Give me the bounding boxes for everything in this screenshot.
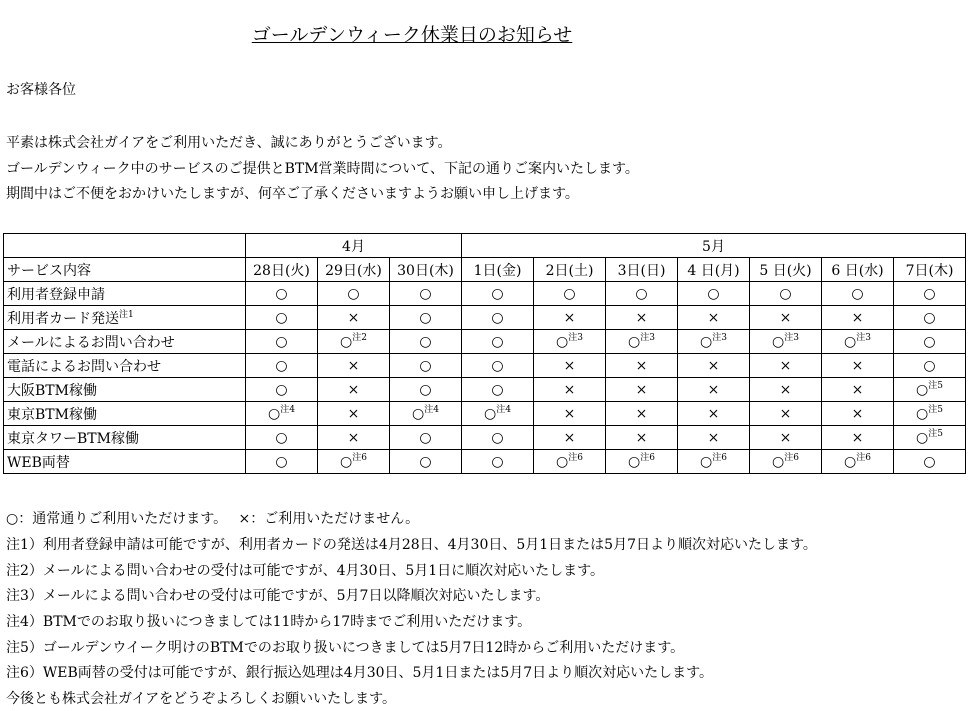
status-cell <box>750 450 822 474</box>
available-mark: ○ <box>851 285 864 302</box>
status-cell <box>606 378 678 402</box>
intro-line-2: ゴールデンウィーク中のサービスのご提供とBTM営業時間について、下記の通りご案内いたします。 <box>6 161 639 177</box>
day-header: 6 日(水) <box>822 258 894 282</box>
status-cell <box>462 330 534 354</box>
cell-note-marker: 注6 <box>856 452 871 463</box>
service-name-cell <box>4 282 246 306</box>
status-cell <box>462 426 534 450</box>
cell-note-marker: 注4 <box>496 404 511 415</box>
day-header: 29日(水) <box>318 258 390 282</box>
note-5: 注5）ゴールデンウイーク明けのBTMでのお取り扱いにつきましては5月7日12時からご利用いただけます。 <box>6 640 685 656</box>
page-title: ゴールデンウィーク休業日のお知らせ <box>251 24 573 46</box>
available-mark: ○ <box>707 285 720 302</box>
status-cell <box>534 378 606 402</box>
available-mark: ○ <box>419 357 432 374</box>
available-mark: ○ <box>484 405 497 422</box>
cell-note-marker: 注6 <box>352 452 367 463</box>
unavailable-mark: × <box>851 429 864 446</box>
status-cell <box>750 354 822 378</box>
status-cell <box>318 354 390 378</box>
status-cell <box>750 306 822 330</box>
available-mark: ○ <box>275 429 288 446</box>
unavailable-mark: × <box>779 405 792 422</box>
unavailable-mark: × <box>347 357 360 374</box>
available-mark: ○ <box>635 285 648 302</box>
available-mark: ○ <box>491 453 504 470</box>
status-cell <box>390 450 462 474</box>
service-name: 東京BTM稼働 <box>7 406 97 423</box>
status-cell <box>750 402 822 426</box>
service-name: 東京タワーBTM稼働 <box>7 430 139 447</box>
status-cell <box>462 306 534 330</box>
available-mark: ○ <box>916 405 929 422</box>
service-name-cell <box>4 450 246 474</box>
available-mark: ○ <box>419 381 432 398</box>
available-mark: ○ <box>491 309 504 326</box>
table-row <box>4 378 966 402</box>
service-name: 利用者登録申請 <box>7 286 105 303</box>
month-april: 4月 <box>246 234 462 258</box>
available-mark: ○ <box>491 285 504 302</box>
cell-note-marker: 注5 <box>928 404 943 415</box>
service-note-marker: 注1 <box>119 309 134 320</box>
status-cell <box>390 282 462 306</box>
note-6: 注6）WEB両替の受付は可能ですが、銀行振込処理は4月30日、5月1日または5月7日より順次対応いたします。 <box>6 665 714 681</box>
unavailable-mark: × <box>779 357 792 374</box>
available-mark: ○ <box>628 333 641 350</box>
status-cell <box>894 306 966 330</box>
status-cell <box>246 330 318 354</box>
day-header: 2日(土) <box>534 258 606 282</box>
day-header: 28日(火) <box>246 258 318 282</box>
intro-line-3: 期間中はご不便をおかけいたしますが、何卒ご了承くださいますようお願い申し上げます。 <box>6 186 579 202</box>
status-cell <box>894 354 966 378</box>
available-mark: ○ <box>347 285 360 302</box>
available-mark: ○ <box>340 333 353 350</box>
status-cell <box>822 282 894 306</box>
available-mark: ○ <box>923 285 936 302</box>
status-cell <box>822 330 894 354</box>
cell-note-marker: 注4 <box>424 404 439 415</box>
unavailable-mark: × <box>563 429 576 446</box>
status-cell <box>606 426 678 450</box>
available-mark: ○ <box>275 333 288 350</box>
table-row <box>4 354 966 378</box>
status-cell <box>534 354 606 378</box>
empty-header-cell <box>4 234 246 258</box>
status-cell <box>750 282 822 306</box>
day-header: 1日(金) <box>462 258 534 282</box>
note-4: 注4）BTMでのお取り扱いにつきましては11時から17時までご利用いただけます。 <box>6 614 532 630</box>
status-cell <box>894 450 966 474</box>
available-mark: ○ <box>772 453 785 470</box>
status-cell <box>894 378 966 402</box>
unavailable-mark: × <box>707 357 720 374</box>
status-cell <box>750 330 822 354</box>
service-name-cell <box>4 402 246 426</box>
available-mark: ○ <box>923 453 936 470</box>
day-header: 5 日(火) <box>750 258 822 282</box>
unavailable-mark: × <box>707 405 720 422</box>
available-mark: ○ <box>779 285 792 302</box>
unavailable-mark: × <box>851 357 864 374</box>
day-header: 30日(木) <box>390 258 462 282</box>
month-header-row <box>4 234 966 258</box>
status-cell <box>606 306 678 330</box>
available-mark: ○ <box>772 333 785 350</box>
status-cell <box>318 402 390 426</box>
status-cell <box>318 378 390 402</box>
cell-note-marker: 注3 <box>784 332 799 343</box>
unavailable-mark: × <box>779 429 792 446</box>
available-mark: ○ <box>923 333 936 350</box>
available-mark: ○ <box>556 333 569 350</box>
status-cell <box>246 450 318 474</box>
service-header: サービス内容 <box>4 258 246 282</box>
cell-note-marker: 注3 <box>640 332 655 343</box>
status-cell <box>678 282 750 306</box>
unavailable-mark: × <box>707 381 720 398</box>
status-cell <box>318 426 390 450</box>
status-cell <box>534 330 606 354</box>
status-cell <box>606 354 678 378</box>
status-cell <box>246 282 318 306</box>
status-cell <box>462 354 534 378</box>
status-cell <box>822 402 894 426</box>
unavailable-mark: × <box>707 429 720 446</box>
available-mark: ○ <box>419 333 432 350</box>
available-mark: ○ <box>419 285 432 302</box>
unavailable-mark: × <box>347 309 360 326</box>
status-cell <box>534 450 606 474</box>
cell-note-marker: 注5 <box>928 428 943 439</box>
month-may: 5月 <box>462 234 966 258</box>
available-mark: ○ <box>275 285 288 302</box>
status-cell <box>894 330 966 354</box>
closing: 今後とも株式会社ガイアをどうぞよろしくお願いいたします。 <box>6 691 397 707</box>
status-cell <box>462 282 534 306</box>
available-mark: ○ <box>419 453 432 470</box>
status-cell <box>462 402 534 426</box>
note-2: 注2）メールによる問い合わせの受付は可能ですが、4月30日、5月1日に順次対応いたします。 <box>6 563 605 579</box>
legend: ○：通常通りご利用いただけます。 ×：ご利用いただけません。 <box>6 511 420 527</box>
day-header: 7日(木) <box>894 258 966 282</box>
cell-note-marker: 注6 <box>784 452 799 463</box>
available-mark: ○ <box>491 381 504 398</box>
unavailable-mark: × <box>635 405 648 422</box>
available-mark: ○ <box>844 333 857 350</box>
service-name: WEB両替 <box>7 454 70 471</box>
status-cell <box>390 330 462 354</box>
unavailable-mark: × <box>563 309 576 326</box>
cell-note-marker: 注6 <box>712 452 727 463</box>
available-mark: ○ <box>275 453 288 470</box>
status-cell <box>318 330 390 354</box>
table-row <box>4 330 966 354</box>
service-name: 利用者カード発送 <box>7 310 119 327</box>
available-mark: ○ <box>923 309 936 326</box>
available-mark: ○ <box>700 453 713 470</box>
status-cell <box>390 306 462 330</box>
available-mark: ○ <box>340 453 353 470</box>
status-cell <box>822 306 894 330</box>
cell-note-marker: 注4 <box>280 404 295 415</box>
unavailable-mark: × <box>851 405 864 422</box>
status-cell <box>246 306 318 330</box>
available-mark: ○ <box>275 381 288 398</box>
schedule-body <box>4 282 966 474</box>
table-row <box>4 282 966 306</box>
status-cell <box>606 282 678 306</box>
available-mark: ○ <box>419 309 432 326</box>
status-cell <box>678 378 750 402</box>
cell-note-marker: 注3 <box>568 332 583 343</box>
status-cell <box>894 282 966 306</box>
status-cell <box>894 426 966 450</box>
available-mark: ○ <box>268 405 281 422</box>
available-mark: ○ <box>628 453 641 470</box>
available-mark: ○ <box>275 357 288 374</box>
status-cell <box>822 426 894 450</box>
status-cell <box>678 306 750 330</box>
available-mark: ○ <box>700 333 713 350</box>
day-header: 4 日(月) <box>678 258 750 282</box>
status-cell <box>462 450 534 474</box>
status-cell <box>534 282 606 306</box>
cell-note-marker: 注2 <box>352 332 367 343</box>
status-cell <box>246 354 318 378</box>
available-mark: ○ <box>275 309 288 326</box>
unavailable-mark: × <box>635 429 648 446</box>
status-cell <box>390 378 462 402</box>
available-mark: ○ <box>916 381 929 398</box>
table-row <box>4 450 966 474</box>
status-cell <box>678 426 750 450</box>
status-cell <box>534 306 606 330</box>
service-name-cell <box>4 378 246 402</box>
service-name-cell <box>4 330 246 354</box>
cell-note-marker: 注6 <box>568 452 583 463</box>
unavailable-mark: × <box>851 381 864 398</box>
service-name: メールによるお問い合わせ <box>7 334 175 351</box>
status-cell <box>318 306 390 330</box>
status-cell <box>678 354 750 378</box>
service-name: 電話によるお問い合わせ <box>7 358 161 375</box>
available-mark: ○ <box>923 357 936 374</box>
unavailable-mark: × <box>563 381 576 398</box>
service-name-cell <box>4 426 246 450</box>
status-cell <box>318 282 390 306</box>
table-row <box>4 426 966 450</box>
salutation: お客様各位 <box>6 82 76 98</box>
unavailable-mark: × <box>635 309 648 326</box>
status-cell <box>246 426 318 450</box>
status-cell <box>390 402 462 426</box>
note-1: 注1）利用者登録申請は可能ですが、利用者カードの発送は4月28日、4月30日、5月1日または5月7日より順次対応いたします。 <box>6 537 817 553</box>
status-cell <box>606 330 678 354</box>
status-cell <box>390 426 462 450</box>
status-cell <box>606 402 678 426</box>
status-cell <box>390 354 462 378</box>
available-mark: ○ <box>412 405 425 422</box>
unavailable-mark: × <box>635 381 648 398</box>
cell-note-marker: 注3 <box>856 332 871 343</box>
available-mark: ○ <box>491 357 504 374</box>
note-3: 注3）メールによる問い合わせの受付は可能ですが、5月7日以降順次対応いたします。 <box>6 588 550 604</box>
status-cell <box>462 378 534 402</box>
table-row <box>4 306 966 330</box>
status-cell <box>822 378 894 402</box>
status-cell <box>822 450 894 474</box>
service-name-cell <box>4 306 246 330</box>
unavailable-mark: × <box>635 357 648 374</box>
unavailable-mark: × <box>347 429 360 446</box>
unavailable-mark: × <box>563 405 576 422</box>
status-cell <box>894 402 966 426</box>
status-cell <box>534 402 606 426</box>
cell-note-marker: 注6 <box>640 452 655 463</box>
status-cell <box>822 354 894 378</box>
status-cell <box>678 450 750 474</box>
intro-line-1: 平素は株式会社ガイアをご利用いただき、誠にありがとうございます。 <box>6 135 452 151</box>
cell-note-marker: 注3 <box>712 332 727 343</box>
available-mark: ○ <box>556 453 569 470</box>
schedule-table <box>3 233 966 474</box>
status-cell <box>750 378 822 402</box>
status-cell <box>246 402 318 426</box>
available-mark: ○ <box>419 429 432 446</box>
day-header: 3日(日) <box>606 258 678 282</box>
day-header-row <box>4 258 966 282</box>
unavailable-mark: × <box>779 381 792 398</box>
status-cell <box>534 426 606 450</box>
unavailable-mark: × <box>563 357 576 374</box>
available-mark: ○ <box>491 429 504 446</box>
unavailable-mark: × <box>851 309 864 326</box>
status-cell <box>246 378 318 402</box>
unavailable-mark: × <box>347 381 360 398</box>
table-row <box>4 402 966 426</box>
unavailable-mark: × <box>347 405 360 422</box>
available-mark: ○ <box>844 453 857 470</box>
cell-note-marker: 注5 <box>928 380 943 391</box>
status-cell <box>678 330 750 354</box>
available-mark: ○ <box>916 429 929 446</box>
unavailable-mark: × <box>707 309 720 326</box>
service-name: 大阪BTM稼働 <box>7 382 97 399</box>
status-cell <box>750 426 822 450</box>
available-mark: ○ <box>563 285 576 302</box>
status-cell <box>318 450 390 474</box>
service-name-cell <box>4 354 246 378</box>
unavailable-mark: × <box>779 309 792 326</box>
status-cell <box>606 450 678 474</box>
available-mark: ○ <box>491 333 504 350</box>
status-cell <box>678 402 750 426</box>
